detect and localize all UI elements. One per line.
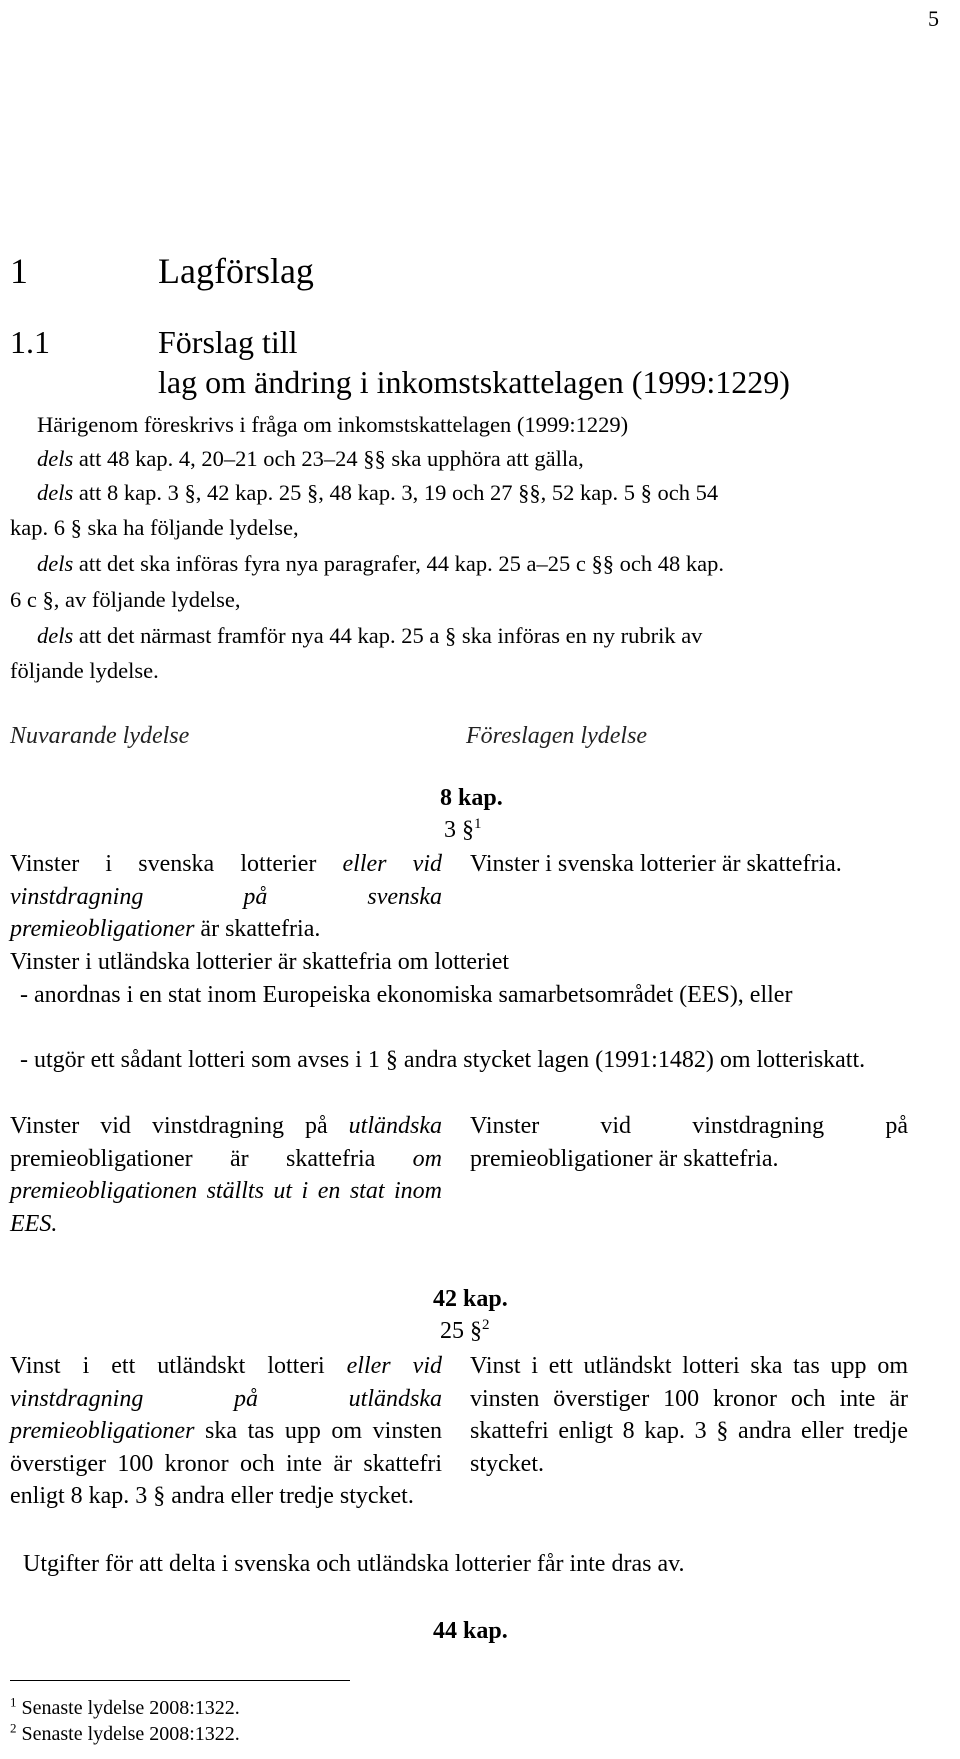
chapter-heading	[0, 250, 960, 294]
kap42-common-text: Utgifter för att delta i svenska och utländska lotterier får inte dras av.	[23, 1551, 685, 1577]
text: är skattefria.	[194, 916, 321, 942]
text: ska tas upp om vinsten överstiger 100 kronor och inte är skattefri enligt 8 kap. 3 § andra eller tredje stycket.	[10, 1418, 442, 1509]
paragraph-label: 3 §	[444, 817, 474, 843]
footnote-number: 2	[10, 1720, 17, 1736]
chapter-42-title: 42 kap.	[433, 1286, 508, 1312]
section-title-line1: Förslag till	[158, 324, 298, 360]
footnote-ref: 2	[482, 1317, 490, 1333]
chapter-8-paragraph	[444, 817, 482, 844]
intro-text: att 8 kap. 3 §, 42 kap. 25 §, 48 kap. 3, 19 och 27 §§, 52 kap. 5 § och 54	[73, 480, 719, 505]
struck-text: utländska	[348, 1113, 442, 1139]
chapter-title: Lagförslag	[158, 251, 314, 291]
text: Vinster i svenska lotterier	[10, 851, 343, 877]
paragraph-label: 25 §	[440, 1318, 482, 1344]
column-heading-current: Nuvarande lydelse	[10, 723, 190, 749]
chapter-44-title: 44 kap.	[433, 1618, 508, 1644]
text: Vinster vid vinstdragning på	[10, 1113, 349, 1139]
intro-text: att det ska införas fyra nya paragrafer, 44 kap. 25 a–25 c §§ och 48 kap.	[73, 551, 724, 576]
struck-text: eller vid vinstdragning på svenska premieobligationer	[10, 851, 442, 942]
struck-text: eller vid vinstdragning på utländska premieobligationer	[10, 1353, 442, 1444]
kap8-common-text-1: Vinster i utländska lotterier är skattefria om lotteriet	[10, 949, 510, 975]
footnote-ref: 1	[474, 816, 482, 832]
intro-line-2	[37, 446, 947, 472]
intro-text: att det närmast framför nya 44 kap. 25 a § ska införas en ny rubrik av	[73, 623, 703, 648]
footnote-separator	[10, 1680, 350, 1681]
dels-label: dels	[37, 623, 74, 648]
kap8-current-text-2	[10, 1110, 442, 1240]
intro-line-4: kap. 6 § ska ha följande lydelse,	[10, 515, 299, 540]
kap8-proposed-text-2: Vinster vid vinstdragning på premieobligationer är skattefria.	[470, 1113, 908, 1172]
kap8-proposed-text-1: Vinster i svenska lotterier är skattefria.	[470, 851, 842, 877]
page-number: 5	[928, 6, 939, 31]
intro-line-3	[37, 480, 947, 506]
intro-line-5	[37, 551, 947, 577]
intro-text: att 48 kap. 4, 20–21 och 23–24 §§ ska upphöra att gälla,	[73, 446, 584, 471]
footnote-2	[10, 1720, 240, 1746]
kap8-current-text-1	[10, 848, 442, 946]
kap42-proposed-text: Vinst i ett utländskt lotteri ska tas upp om vinsten överstiger 100 kronor och inte är skattefri enligt 8 kap. 3 § andra eller tredje stycket.	[470, 1353, 908, 1477]
chapter-42-paragraph	[440, 1318, 490, 1345]
text: premieobligationer är skattefria	[10, 1145, 413, 1172]
intro-line-6: 6 c §, av följande lydelse,	[10, 587, 241, 612]
section-heading	[0, 324, 960, 404]
footnote-text: Senaste lydelse 2008:1322.	[21, 1697, 240, 1719]
text: Vinst i ett utländskt lotteri	[10, 1353, 347, 1379]
footnote-text: Senaste lydelse 2008:1322.	[21, 1723, 240, 1745]
footnote-number: 1	[10, 1694, 17, 1710]
struck-text: om premieobligationen ställts ut i en stat inom EES.	[10, 1145, 442, 1237]
intro-line-7	[37, 623, 947, 649]
dels-label: dels	[37, 446, 74, 471]
kap8-common-text-2: - anordnas i en stat inom Europeiska ekonomiska samarbetsområdet (EES), eller	[20, 982, 793, 1008]
intro-line-8: följande lydelse.	[10, 658, 159, 683]
section-number: 1.1	[10, 324, 50, 360]
column-heading-proposed: Föreslagen lydelse	[466, 723, 648, 749]
intro-line-1: Härigenom föreskrivs i fråga om inkomstskattelagen (1999:1229)	[37, 412, 629, 437]
section-title-line2: lag om ändring i inkomstskattelagen (1999:1229)	[158, 364, 790, 400]
kap42-current-text	[10, 1350, 442, 1513]
kap8-common-text-3: - utgör ett sådant lotteri som avses i 1 § andra stycket lagen (1991:1482) om lotteriskatt.	[20, 1047, 866, 1073]
footnote-1	[10, 1694, 240, 1720]
chapter-number: 1	[10, 251, 28, 291]
chapter-8-title: 8 kap.	[440, 785, 503, 811]
dels-label: dels	[37, 551, 74, 576]
dels-label: dels	[37, 480, 74, 505]
